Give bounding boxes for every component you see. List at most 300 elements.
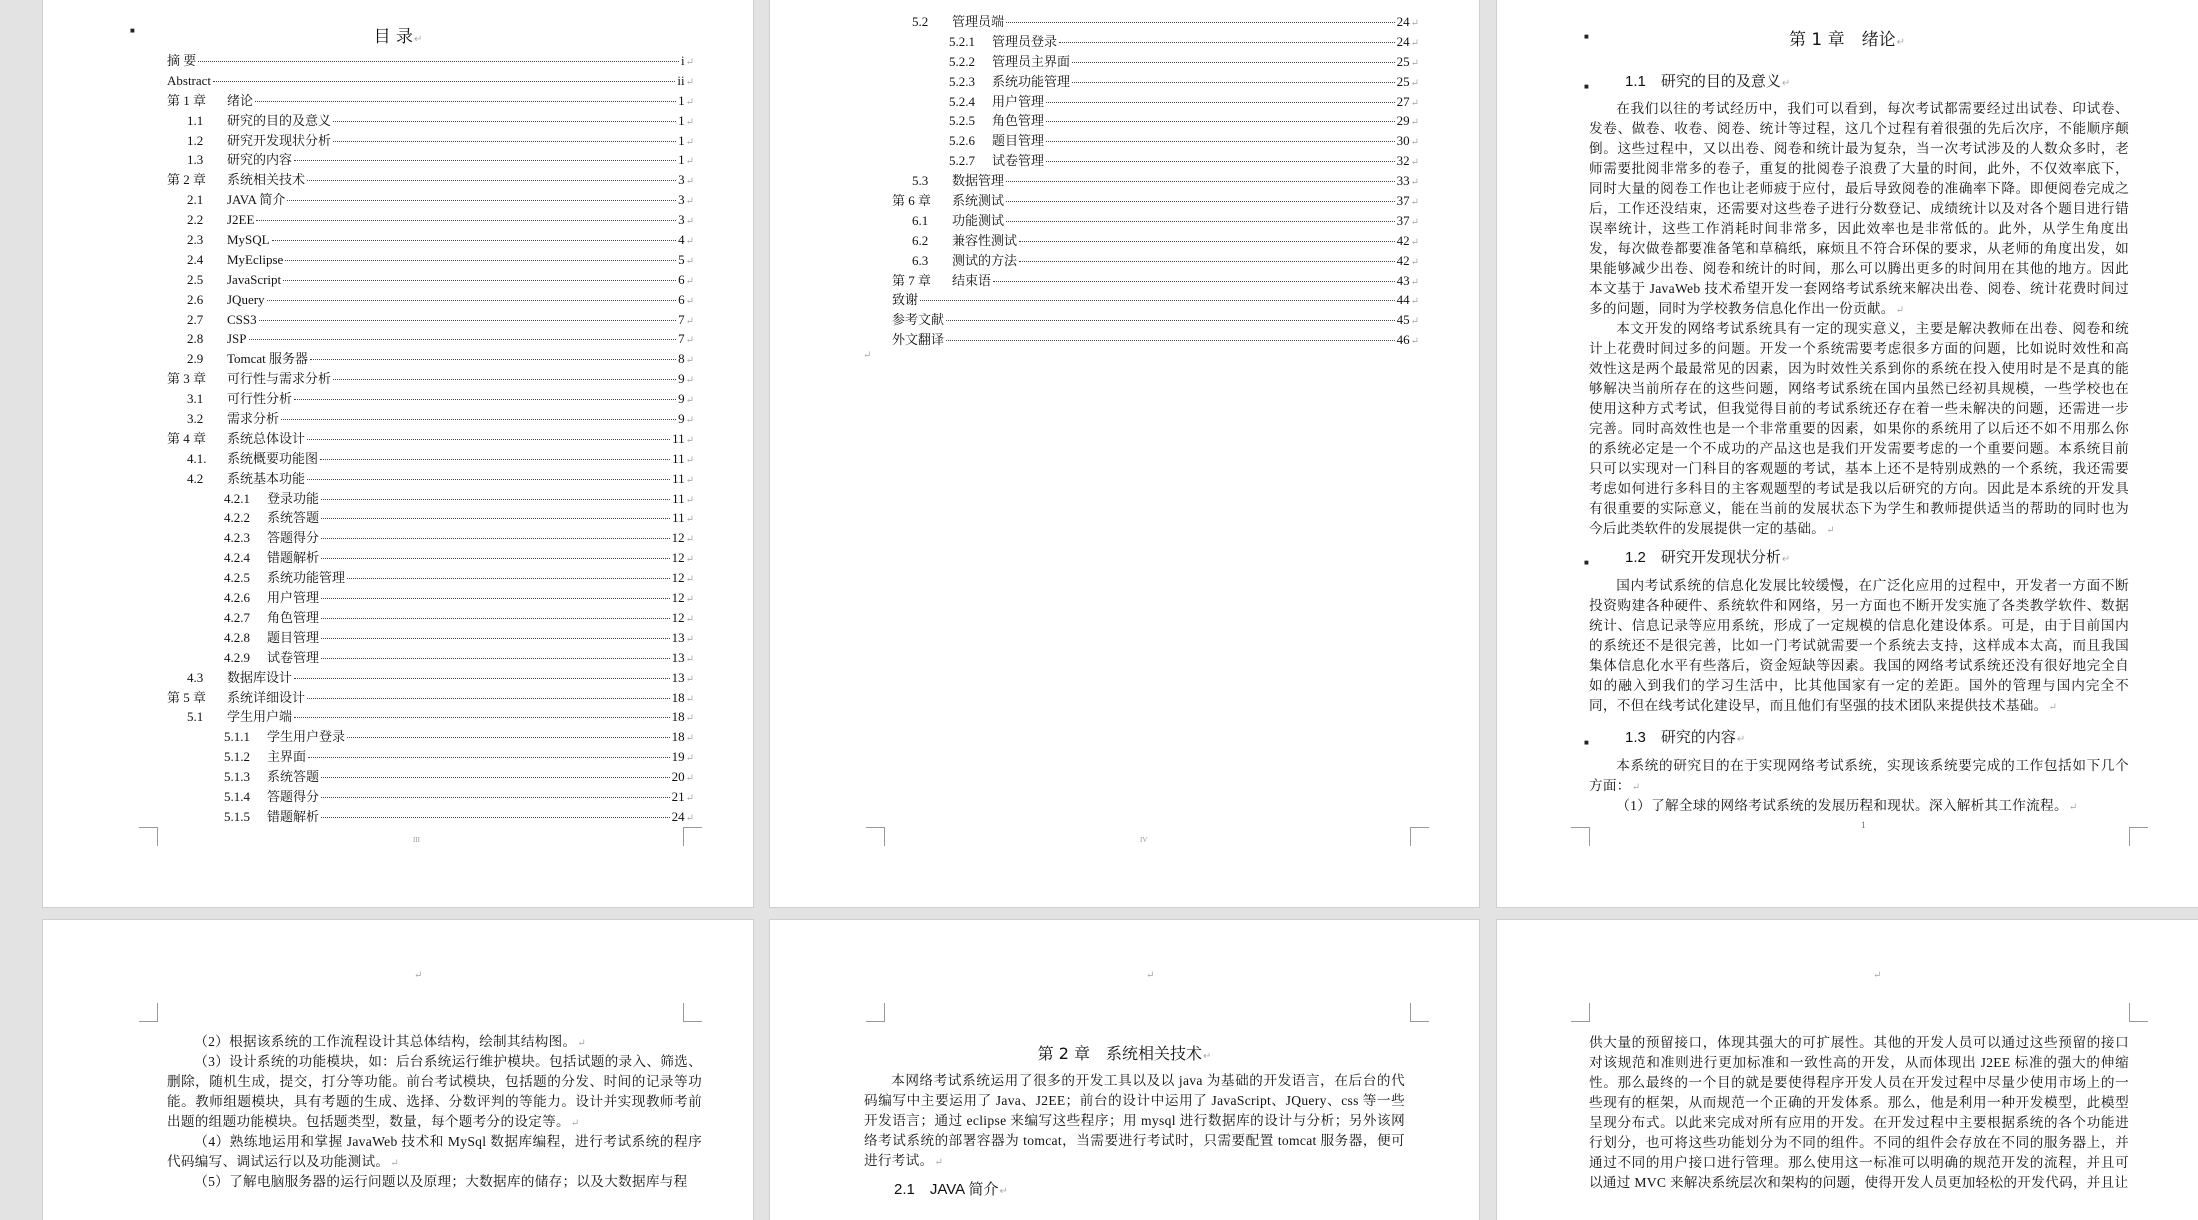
toc-entry[interactable] (167, 807, 694, 827)
toc-entry[interactable] (167, 329, 694, 349)
toc-entry-title: 管理员主界面 (992, 53, 1071, 69)
toc-dot-leader (946, 340, 1395, 341)
toc-dot-leader (307, 439, 670, 440)
toc-entry[interactable] (167, 648, 694, 668)
toc-entry-number: 4.2.5 (224, 570, 250, 586)
toc-entry-number: 5.1.2 (224, 749, 250, 765)
document-page-chapter-1 (1497, 0, 2198, 907)
toc-entry-title: MySQL (227, 232, 270, 248)
toc-entry-title: 答题得分 (267, 530, 320, 546)
toc-entry[interactable] (167, 389, 694, 409)
section-heading-1-3: 1.3 研究的内容 ↵ (1625, 729, 1745, 746)
toc-dot-leader (946, 320, 1395, 321)
paragraph-bullet-icon: ■ (1584, 738, 1589, 747)
toc-dot-leader (321, 518, 670, 519)
toc-entry[interactable] (167, 409, 694, 429)
toc-entry-title: 参考文献 (892, 312, 945, 328)
toc-entry-title: 研究开发现状分析 (227, 132, 332, 148)
toc-entry-title: MyEclipse (227, 251, 284, 267)
toc-entry-title: 致谢 (892, 292, 919, 308)
toc-entry-title: 摘 要 (167, 53, 197, 68)
toc-entry-page: 11 ↵ (672, 508, 694, 530)
toc-entry-title: 题目管理 (992, 133, 1045, 149)
toc-entry-number: 6.3 (912, 252, 929, 268)
toc-entry-page: 7 ↵ (678, 329, 694, 351)
toc-entry-title: Tomcat 服务器 (227, 351, 309, 367)
toc-dot-leader (333, 141, 676, 142)
toc-entry-page: 12 ↵ (672, 528, 694, 550)
toc-dot-leader (321, 618, 670, 619)
crop-mark (2129, 827, 2148, 846)
toc-entry-title: 数据管理 (952, 173, 1005, 189)
toc-entry[interactable] (167, 767, 694, 787)
toc-entry-number: 第 4 章 (167, 430, 207, 446)
toc-dot-leader (255, 101, 676, 102)
empty-paragraph (862, 350, 871, 361)
toc-entry-title: 登录功能 (267, 490, 320, 506)
toc-entry-number: 5.1.1 (224, 729, 250, 745)
toc-entry-title: 绪论 (227, 92, 254, 108)
chapter-title: 第 2 章 系统相关技术 ↵ (1038, 1044, 1212, 1063)
page-number: IV (1140, 836, 1148, 844)
section-heading-2-1: 2.1 JAVA 简介 ↵ (894, 1181, 1008, 1198)
toc-entry-page: 24 ↵ (1397, 32, 1419, 54)
toc-entry-title: 数据库设计 (227, 669, 293, 685)
toc-entry-page: 24 ↵ (1397, 12, 1419, 34)
crop-mark (139, 1003, 158, 1022)
toc-dot-leader (321, 658, 670, 659)
toc-entry-page: 11 ↵ (672, 469, 694, 491)
toc-entry-page: i ↵ (681, 51, 694, 73)
toc-entry[interactable] (167, 548, 694, 568)
toc-entry-number: 2.6 (187, 291, 204, 307)
toc-dot-leader (1006, 22, 1395, 23)
toc-dot-leader (267, 300, 677, 301)
toc-dot-leader (307, 479, 670, 480)
toc-entry-number: 5.2.6 (949, 133, 975, 149)
toc-entry-number: 第 6 章 (892, 193, 932, 209)
toc-entry-title: 外文翻译 (892, 332, 945, 348)
toc-dot-leader (347, 578, 670, 579)
toc-entry-page: 18 ↵ (672, 707, 694, 729)
toc-entry-title: 主界面 (267, 749, 307, 765)
page-number: 1 (1861, 820, 1866, 830)
toc-entry[interactable] (167, 250, 694, 270)
toc-dot-leader (321, 797, 670, 798)
toc-dot-leader (1019, 241, 1395, 242)
toc-entry-page: 4 ↵ (678, 230, 694, 252)
toc-entry-number: 5.2 (912, 14, 929, 29)
paragraph-bullet-icon: ■ (130, 26, 135, 35)
toc-entry-number: 2.7 (187, 311, 204, 327)
toc-entry-title: 系统概要功能图 (227, 450, 319, 466)
toc-entry[interactable] (167, 190, 694, 210)
toc-entry-title: 测试的方法 (952, 252, 1018, 268)
document-page-2 (43, 920, 753, 1220)
toc-entry-page: 42 ↵ (1397, 231, 1419, 253)
toc-entry[interactable] (892, 32, 1419, 52)
document-page-chapter-2 (770, 920, 1479, 1220)
toc-entry-title: JAVA 简介 (227, 192, 286, 208)
toc-entry-page: 3 ↵ (678, 210, 694, 232)
toc-entry-number: 2.9 (187, 351, 204, 367)
toc-entry-page: 13 ↵ (672, 668, 694, 690)
toc-entry-title: JSP (227, 331, 247, 347)
list-item: （1）了解全球的网络考试系统的发展历程和现状。深入解析其工作流程。 ↵ (1616, 798, 2077, 813)
toc-dot-leader (1046, 161, 1395, 162)
toc-entry[interactable] (167, 469, 694, 489)
toc-dot-leader (310, 359, 676, 360)
crop-mark (683, 1003, 702, 1022)
crop-mark (1410, 1003, 1429, 1022)
toc-entry[interactable] (167, 290, 694, 310)
toc-entry[interactable] (167, 270, 694, 290)
toc-entry[interactable] (167, 429, 694, 449)
toc-entry-title: 管理员端 (952, 14, 1005, 29)
toc-entry-title: 系统详细设计 (227, 689, 306, 705)
toc-entry-page: 13 ↵ (672, 628, 694, 650)
toc-entry[interactable] (167, 51, 694, 71)
toc-entry[interactable] (167, 747, 694, 767)
toc-entry[interactable] (167, 210, 694, 230)
toc-entry-page: 25 ↵ (1397, 72, 1419, 94)
body-paragraph: 供大量的预留接口，体现其强大的可扩展性。其他的开发人员可以通过这些预留的接口对该规范和准则进行更加标准和一致性高的开发，从而体现出 J2EE 标准的强大的伸缩性。那么最终的一个目的就是要使得程序开发人员在开发过程中尽量少使用市场上的一些现有的框架，从而规范一个正确的开发体系。那么，他是利用一种开发模型，此模型呈现分布式。以此来完成对所有应用的开发。在开发过程中主要根据系统的各个功能进行划分，也可将这些功能划分为不同的组件。不同的组件会存放在不同的服务器上，并通过不同的用户接口进行管理。那么使用这一标准可以明确的规范开发的流程，并且可以通过 MVC 来解决系统层次和架构的问题，使得开发人员更加轻松的开发代码，并且让 (1589, 1035, 2129, 1190)
toc-entry-title: 答题得分 (267, 788, 320, 804)
toc-dot-leader (320, 459, 670, 460)
toc-entry-page: 6 ↵ (678, 290, 694, 312)
toc-dot-leader (308, 757, 670, 758)
toc-entry[interactable] (892, 271, 1419, 291)
toc-dot-leader (307, 698, 670, 699)
toc-entry-title: 可行性与需求分析 (227, 371, 332, 387)
header-paragraph-mark (1872, 970, 1881, 981)
crop-mark (1410, 827, 1429, 846)
toc-entry-number: 2.4 (187, 251, 204, 267)
toc-dot-leader (1046, 141, 1395, 142)
toc-entry-page: 12 ↵ (672, 608, 694, 630)
crop-mark (866, 1003, 885, 1022)
toc-entry[interactable] (892, 72, 1419, 92)
toc-entry-page: 11 ↵ (672, 449, 694, 471)
toc-entry[interactable] (167, 71, 694, 91)
toc-entry-number: 4.2.9 (224, 649, 250, 665)
toc-entry-title: 可行性分析 (227, 391, 293, 407)
toc-entry-title: 用户管理 (992, 93, 1045, 109)
toc-entry[interactable] (167, 568, 694, 588)
toc-entry-title: 试卷管理 (992, 153, 1045, 169)
toc-entry[interactable] (167, 707, 694, 727)
toc-entry-number: 5.2.1 (949, 33, 975, 49)
crop-mark (1571, 1003, 1590, 1022)
toc-entry-page: 18 ↵ (672, 688, 694, 710)
toc-dot-leader (321, 638, 670, 639)
toc-dot-leader (993, 281, 1395, 282)
section-heading-1-2: 1.2 研究开发现状分析 ↵ (1625, 549, 1790, 566)
toc-entry[interactable] (167, 91, 694, 111)
toc-dot-leader (1072, 82, 1395, 83)
toc-dot-leader (321, 777, 670, 778)
toc-entry-title: 学生用户登录 (267, 729, 346, 745)
toc-entry[interactable] (167, 449, 694, 469)
toc-dot-leader (1072, 62, 1395, 63)
toc-entry-title: 需求分析 (227, 411, 280, 427)
toc-entry[interactable] (892, 231, 1419, 251)
toc-dot-leader (281, 419, 676, 420)
toc-entry[interactable] (892, 92, 1419, 112)
toc-entry[interactable] (167, 111, 694, 131)
crop-mark (1571, 827, 1590, 846)
toc-dot-leader (321, 538, 670, 539)
list-item: （5）了解电脑服务器的运行问题以及原理；大数据库的储存；以及大数据库与程 (194, 1174, 688, 1189)
toc-entry[interactable] (892, 310, 1419, 330)
toc-entry-title: 系统相关技术 (227, 172, 306, 188)
toc-entry-page: 1 ↵ (678, 91, 694, 113)
toc-entry[interactable] (167, 668, 694, 688)
toc-entry[interactable] (892, 290, 1419, 310)
toc-dot-leader (259, 320, 676, 321)
toc-entry-title: 学生用户端 (227, 709, 293, 725)
toc-entry-page: 37 ↵ (1397, 191, 1419, 213)
toc-entry[interactable] (167, 230, 694, 250)
toc-entry-number: 4.2.4 (224, 550, 250, 566)
toc-entry[interactable] (167, 150, 694, 170)
toc-entry-title: 系统功能管理 (992, 73, 1071, 89)
toc-entry-number: 5.2.2 (949, 53, 975, 69)
toc-dot-leader (321, 558, 670, 559)
toc-entry-page: 1 ↵ (678, 150, 694, 172)
paragraph-bullet-icon: ■ (1584, 558, 1589, 567)
toc-entry-number: 4.2.8 (224, 629, 250, 645)
toc-dot-leader (1019, 261, 1395, 262)
toc-entry-number: 5.1.3 (224, 769, 250, 785)
toc-dot-leader (249, 339, 677, 340)
toc-entry[interactable] (167, 170, 694, 190)
toc-entry-number: 5.2.7 (949, 153, 975, 169)
table-of-contents-continued (892, 12, 1419, 350)
toc-dot-leader (321, 598, 670, 599)
toc-entry-title: 功能测试 (952, 212, 1005, 228)
toc-entry[interactable] (167, 787, 694, 807)
toc-entry-number: 1.1 (187, 112, 204, 128)
toc-dot-leader (1006, 221, 1395, 222)
toc-entry[interactable] (892, 251, 1419, 271)
body-paragraph: 本网络考试系统运用了很多的开发工具以及以 java 为基础的开发语言，在后台的代码编写中主要运用了 Java、J2EE；前台的设计中运用了 JavaScript、JQuery、css 等一些开发语言；通过 eclipse 来编写这些程序；用 mysql 进行数据库的设计与分析；另外该网络考试系统的部署容器为 tomcat，当需要进行考试时，只需要配置 tomcat 服务器，便可进行考试。 ↵ (864, 1073, 1405, 1168)
toc-entry-page: 33 ↵ (1397, 171, 1419, 193)
toc-entry-page: 8 ↵ (678, 349, 694, 371)
body-paragraph: 在我们以往的考试经历中，我们可以看到，每次考试都需要经过出试卷、印试卷、发卷、做卷、收卷、阅卷、统计等过程，这几个过程有着很强的先后次序，不能顺序颠倒。这些过程中，又以出卷、阅卷和统计最为复杂，当一次考试涉及的人数众多时，老师需要批阅非常多的卷子，重复的批阅卷子浪费了大量的时间，此外，不仅效率底下，同时大量的阅卷工作也让老师疲于应付，最后导致阅卷的准确率下降。即便阅卷完成之后，工作还没结束，还需要对这些卷子进行分数登记、成绩统计以及对各个题目进行错误率统计，这些工作消耗时间非常多，因此效率也是非常低的。此外，从学生角度出发，每次做卷都要准备笔和草稿纸，麻烦且不符合环保的要求，从老师的角度出发，如果能够减少出卷、阅卷和统计的时间，那么可以腾出更多的时间用在其他的地方。因此本文基于 JavaWeb 技术希望开发一套网络考试系统来解决出卷、阅卷、统计花费时间过多的问题，同时为学校教务信息化作出一份贡献。 ↵ (1589, 101, 2129, 316)
toc-entry[interactable] (892, 151, 1419, 171)
toc-entry-title: 角色管理 (267, 609, 320, 625)
toc-entry-page: 29 ↵ (1397, 111, 1419, 133)
document-page-chapter-2-cont (1497, 920, 2198, 1220)
toc-entry-page: 20 ↵ (672, 767, 694, 789)
toc-entry-number: 5.1.4 (224, 788, 250, 804)
toc-entry-number: 4.2.7 (224, 609, 250, 625)
toc-entry-number: 2.3 (187, 232, 204, 248)
toc-entry-number: 第 7 章 (892, 272, 932, 288)
list-item: （3）设计系统的功能模块，如：后台系统运行维护模块。包括试题的录入、筛选、删除，随机生成，提交，打分等功能。前台考试模块，包括题的分发、时间的记录等功能。教师组题模块，具有考题的生成、选择、分数评判的等能力。设计并实现教师考前出题的组题功能模块。包括题类型，数量，每个题考分的设定等。 ↵ (167, 1054, 702, 1129)
toc-entry-number: 4.2.2 (224, 510, 250, 526)
list-item: （2）根据该系统的工作流程设计其总体结构，绘制其结构图。 ↵ (194, 1034, 586, 1049)
toc-entry-title: CSS3 (227, 311, 257, 327)
toc-entry-page: 21 ↵ (672, 787, 694, 809)
chapter-title: 第 1 章 绪论 ↵ (1789, 30, 1905, 50)
toc-entry[interactable] (167, 628, 694, 648)
toc-entry-page: 3 ↵ (678, 190, 694, 212)
toc-entry-number: 5.1 (187, 709, 204, 725)
toc-entry-page: 1 ↵ (678, 111, 694, 133)
toc-entry[interactable] (167, 608, 694, 628)
document-page-toc-2 (770, 0, 1479, 907)
toc-entry-page: 32 ↵ (1397, 151, 1419, 173)
table-of-contents (167, 51, 694, 827)
toc-dot-leader (1006, 181, 1395, 182)
toc-dot-leader (272, 240, 676, 241)
toc-entry-number: 3.1 (187, 391, 204, 407)
toc-entry-page: 45 ↵ (1397, 310, 1419, 332)
toc-dot-leader (321, 817, 670, 818)
toc-entry-title: 角色管理 (992, 113, 1045, 129)
toc-dot-leader (213, 81, 675, 82)
toc-entry-page: 24 ↵ (672, 807, 694, 829)
toc-entry-page: 9 ↵ (678, 389, 694, 411)
toc-dot-leader (333, 379, 676, 380)
paragraph-bullet-icon: ■ (1584, 32, 1589, 41)
toc-dot-leader (256, 220, 676, 221)
toc-dot-leader (1046, 102, 1395, 103)
toc-dot-leader (347, 737, 670, 738)
list-item: （4）熟练地运用和掌握 JavaWeb 技术和 MySql 数据库编程，进行考试系统的程序代码编写、调试运行以及功能测试。 ↵ (167, 1134, 702, 1169)
crop-mark (139, 827, 158, 846)
toc-entry-title: 研究的内容 (227, 152, 293, 168)
toc-dot-leader (294, 717, 670, 718)
toc-entry[interactable] (892, 131, 1419, 151)
toc-entry-page: 13 ↵ (672, 648, 694, 670)
toc-entry[interactable] (892, 211, 1419, 231)
toc-dot-leader (287, 200, 676, 201)
paragraph-bullet-icon: ■ (1584, 82, 1589, 91)
toc-entry-page: 42 ↵ (1397, 251, 1419, 273)
toc-entry[interactable] (892, 52, 1419, 72)
toc-entry-number: 4.1. (187, 450, 207, 466)
toc-dot-leader (307, 180, 676, 181)
toc-entry-page: 7 ↵ (678, 310, 694, 332)
toc-entry-title: 研究的目的及意义 (227, 112, 332, 128)
toc-entry-title: 系统答题 (267, 769, 320, 785)
toc-dot-leader (1046, 121, 1395, 122)
toc-entry-page: 3 ↵ (678, 170, 694, 192)
toc-entry-number: 5.2.3 (949, 73, 975, 89)
toc-entry-number: 4.2.6 (224, 590, 250, 606)
toc-entry-page: 12 ↵ (672, 588, 694, 610)
toc-entry-number: 第 1 章 (167, 92, 207, 108)
toc-entry-number: 4.2 (187, 470, 204, 486)
toc-entry-page: 9 ↵ (678, 409, 694, 431)
toc-entry-title: 试卷管理 (267, 649, 320, 665)
toc-entry-title: 错题解析 (267, 550, 320, 566)
toc-entry-page: 1 ↵ (678, 131, 694, 153)
toc-entry-number: 5.3 (912, 173, 929, 189)
toc-entry[interactable] (167, 688, 694, 708)
toc-entry-number: 6.1 (912, 212, 929, 228)
toc-entry-page: 19 ↵ (672, 747, 694, 769)
toc-entry-page: ii ↵ (677, 71, 694, 93)
body-paragraph: 国内考试系统的信息化发展比较缓慢，在广泛化应用的过程中，开发者一方面不断投资购建各种硬件、系统软件和网络，另一方面也不断开发实施了各类教学软件、数据统计、信息记录等应用系统，形成了一定规模的信息化建设体系。可是，由于目前国内的系统还不是很完善，比如一门考试就需要一个系统去支持，这样成本太高，而且我国集体信息化水平有些落后，资金短缺等因素。我国的网络考试系统还没有很好地完全自如的融入到我们的学习生活中，比其他国家有一定的差距。国外的管理与国内完全不同，不但在线考试化建设早，而且他们有坚强的技术团队来提供技术基础。 ↵ (1589, 578, 2129, 713)
toc-dot-leader (198, 61, 679, 62)
toc-entry[interactable] (167, 588, 694, 608)
toc-entry[interactable] (892, 12, 1419, 32)
toc-entry-title: 用户管理 (267, 590, 320, 606)
toc-entry[interactable] (167, 489, 694, 509)
toc-entry[interactable] (892, 171, 1419, 191)
document-page-toc-1 (43, 0, 753, 907)
toc-entry-number: 第 2 章 (167, 172, 207, 188)
toc-dot-leader (1059, 42, 1395, 43)
toc-entry-number: 5.1.5 (224, 808, 250, 824)
toc-heading: 目 录 ↵ (374, 27, 423, 47)
toc-entry[interactable] (167, 528, 694, 548)
toc-entry[interactable] (167, 310, 694, 330)
crop-mark (683, 827, 702, 846)
toc-dot-leader (294, 399, 676, 400)
toc-entry-number: 6.2 (912, 232, 929, 248)
toc-entry-title: JavaScript (227, 271, 282, 287)
toc-entry[interactable] (892, 111, 1419, 131)
toc-entry-page: 37 ↵ (1397, 211, 1419, 233)
toc-entry[interactable] (167, 349, 694, 369)
toc-entry-page: 12 ↵ (672, 568, 694, 590)
toc-entry-page: 25 ↵ (1397, 52, 1419, 74)
toc-dot-leader (920, 300, 1395, 301)
toc-entry-page: 43 ↵ (1397, 271, 1419, 293)
toc-entry-page: 11 ↵ (672, 429, 694, 451)
toc-entry[interactable] (892, 330, 1419, 350)
toc-dot-leader (285, 260, 676, 261)
toc-entry-page: 18 ↵ (672, 727, 694, 749)
toc-entry-page: 11 ↵ (672, 489, 694, 511)
toc-entry-title: 结束语 (952, 272, 992, 288)
toc-entry-number: 2.5 (187, 271, 204, 287)
toc-entry-number: 4.2.1 (224, 490, 250, 506)
section-heading-1-1: 1.1 研究的目的及意义 ↵ (1625, 73, 1790, 90)
toc-entry[interactable] (167, 369, 694, 389)
toc-entry-number: 4.2.3 (224, 530, 250, 546)
crop-mark (2129, 1003, 2148, 1022)
body-paragraph: 本文开发的网络考试系统具有一定的现实意义，主要是解决教师在出卷、阅卷和统计上花费时间过多的问题。开发一个系统需要考虑很多方面的问题，比如说时效性和高效性这是两个最最常见的因素，因为时效性关系到你的系统在投入使用时是不是真的能够解决当前所存在的这些问题，网络考试系统在国内虽然已经初具规模，一些学校也在使用这种方式考试，但我觉得目前的考试系统还存在着一些未解决的问题，还需进一步完善。同时高效性也是一个非常重要的因素，如果你的系统用了以后还不如不用那么你的系统必定是一个不成功的产品这也是我们开发需要考虑的一个重要问题。本系统目前只可以实现对一门科目的客观题的考试，基本上还不是特别成熟的一个系统，我还需要考虑如何进行多科目的主客观题型的考试是我以后研究的方向。因此是本系统的开发具有很重要的实际意义，能在当前的发展状态下为学生和教师提供适当的帮助的同时也为今后此类软件的发展提供一定的基础。 ↵ (1589, 321, 2129, 536)
toc-entry[interactable] (167, 131, 694, 151)
crop-mark (866, 827, 885, 846)
toc-entry-number: 5.2.5 (949, 113, 975, 129)
toc-entry-number: 2.1 (187, 192, 204, 208)
header-paragraph-mark (1145, 970, 1154, 981)
toc-entry[interactable] (167, 508, 694, 528)
toc-entry-page: 6 ↵ (678, 270, 694, 292)
header-paragraph-mark (413, 970, 422, 981)
toc-entry[interactable] (892, 191, 1419, 211)
toc-entry-number: 第 5 章 (167, 689, 207, 705)
toc-entry[interactable] (167, 727, 694, 747)
toc-dot-leader (321, 499, 670, 500)
toc-entry-title: 系统功能管理 (267, 570, 346, 586)
toc-entry-title: 兼容性测试 (952, 232, 1018, 248)
toc-entry-page: 12 ↵ (672, 548, 694, 570)
toc-entry-number: 5.2.4 (949, 93, 975, 109)
toc-entry-title: 题目管理 (267, 629, 320, 645)
toc-entry-page: 46 ↵ (1397, 330, 1419, 352)
toc-entry-title: JQuery (227, 291, 265, 307)
toc-entry-number: 2.2 (187, 212, 204, 228)
toc-entry-number: 1.3 (187, 152, 204, 168)
